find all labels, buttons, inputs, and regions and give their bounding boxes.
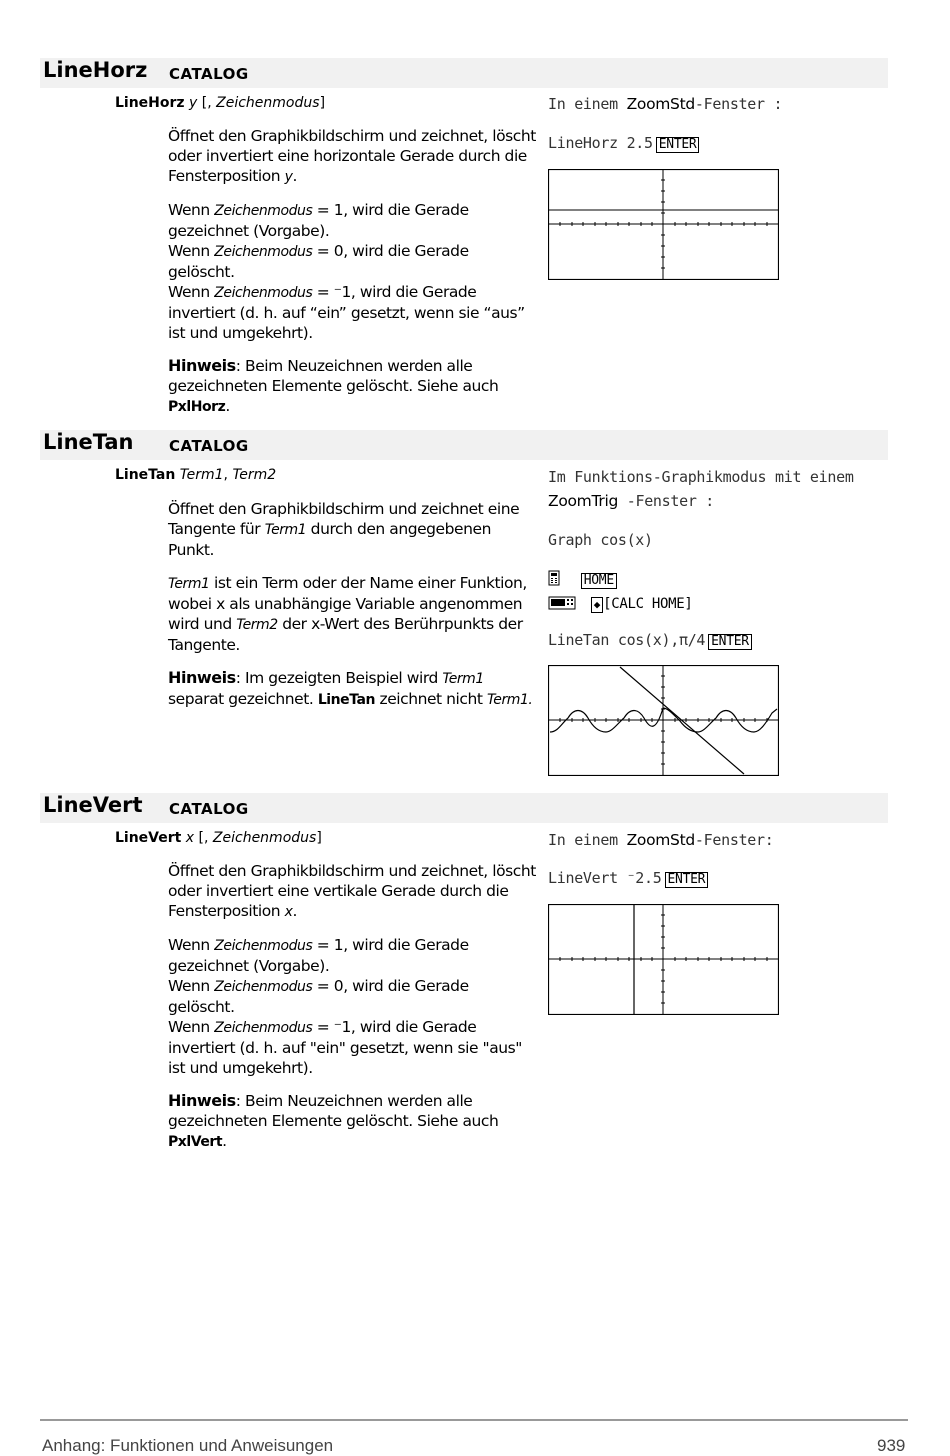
paragraph-note xyxy=(168,1091,536,1152)
text: . xyxy=(292,902,297,920)
example-intro xyxy=(548,831,774,849)
syntax-command: LineHorz xyxy=(115,95,185,111)
text: der x-Wert des Berührpunkts der Tangente. xyxy=(168,615,523,654)
syntax-sep: , xyxy=(223,467,233,483)
text: -Fenster: xyxy=(694,831,774,849)
var: Zeichenmodus xyxy=(214,244,313,260)
text: Wenn xyxy=(168,977,215,995)
paragraph xyxy=(168,573,536,655)
command-text: LineTan cos(x),π/4 xyxy=(548,631,706,649)
description xyxy=(168,126,536,430)
var: Term1 xyxy=(264,522,307,538)
command-text: LineVert ⁻2.5 xyxy=(548,869,662,887)
var: Term2 xyxy=(236,617,278,633)
text: = ⁻1, wird die Gerade invertiert (d. h. auf "ein" gesetzt, wenn sie "aus" ist und umgekehrt). xyxy=(168,1018,522,1077)
paragraph-modes xyxy=(168,200,536,343)
note-ref: PxlHorz xyxy=(168,399,226,415)
graph-screen xyxy=(548,665,779,776)
enter-key-icon: ENTER xyxy=(708,634,752,650)
command-text: LineHorz 2.5 xyxy=(548,134,653,152)
var: y xyxy=(284,169,293,185)
var: Term1 xyxy=(168,576,210,592)
syntax-line xyxy=(115,467,276,483)
text: = ⁻1, wird die Gerade invertiert (d. h. auf “ein” gesetzt, wenn sie “aus” ist und umgekehrt). xyxy=(168,283,525,342)
ti89-calculator-icon xyxy=(548,570,560,586)
enter-key-icon: ENTER xyxy=(665,872,709,888)
text: ZoomStd xyxy=(626,831,695,849)
example-command xyxy=(548,134,699,153)
var: x xyxy=(284,904,293,920)
syntax-command: LineTan xyxy=(115,467,176,483)
var: Zeichenmodus xyxy=(214,1020,313,1036)
example-intro xyxy=(548,95,782,113)
text: Wenn xyxy=(168,201,215,219)
text: Öffnet den Graphikbildschirm und zeichnet, löscht oder invertiert eine horizontale Gerade durch die Fensterposition xyxy=(168,127,536,185)
text: Öffnet den Graphikbildschirm und zeichnet eine Tangente für xyxy=(168,500,520,538)
text: Wenn xyxy=(168,283,215,301)
text: : Beim Neuzeichnen werden alle gezeichneten Elemente gelöscht. Siehe auch xyxy=(168,357,499,395)
note-ref: LineTan xyxy=(317,692,376,708)
section-header xyxy=(40,430,888,460)
syntax-close: ] xyxy=(316,830,322,846)
text: -Fenster : xyxy=(694,95,783,113)
description xyxy=(168,861,536,1165)
catalog-label: CATALOG xyxy=(169,65,249,83)
text: Öffnet den Graphikbildschirm und zeichnet, löscht oder invertiert eine vertikale Gerade durch die Fensterposition xyxy=(168,862,536,920)
voyage200-calculator-icon xyxy=(548,596,576,610)
syntax-opt: Zeichenmodus xyxy=(216,95,320,111)
syntax-command: LineVert xyxy=(115,830,182,846)
text: . xyxy=(292,167,297,185)
keys-ti89 xyxy=(548,570,617,589)
var: Zeichenmodus xyxy=(214,285,313,301)
example-command xyxy=(548,631,752,650)
text: Wenn xyxy=(168,242,215,260)
syntax-line xyxy=(115,95,325,111)
syntax-arg: Term2 xyxy=(232,467,277,483)
text: : Beim Neuzeichnen werden alle gezeichneten Elemente gelöscht. Siehe auch xyxy=(168,1092,499,1130)
var: Zeichenmodus xyxy=(214,203,313,219)
graph-screen xyxy=(548,169,779,280)
home-key-icon: HOME xyxy=(581,573,617,589)
text: . xyxy=(225,397,230,415)
example-graph: Graph cos(x) xyxy=(548,531,653,549)
syntax-arg: y xyxy=(189,95,198,111)
text: : Im gezeigten Beispiel wird xyxy=(235,669,443,687)
enter-key-icon: ENTER xyxy=(656,137,700,153)
catalog-label: CATALOG xyxy=(169,437,249,455)
text: zeichnet nicht xyxy=(375,690,487,708)
example-intro-2 xyxy=(548,492,714,510)
text: = 0, wird die Gerade gelöscht. xyxy=(168,242,469,281)
text: In einem xyxy=(548,95,627,113)
description xyxy=(168,499,536,723)
var: Term1. xyxy=(486,692,533,708)
text: Wenn xyxy=(168,936,215,954)
var: Zeichenmodus xyxy=(214,938,313,954)
text: . xyxy=(222,1132,227,1150)
syntax-line xyxy=(115,830,322,846)
text: ZoomTrig xyxy=(548,492,618,510)
text: = 1, wird die Gerade gezeichnet (Vorgabe). xyxy=(168,936,469,975)
diamond-key-icon: ◆ xyxy=(591,597,603,613)
syntax-arg: x xyxy=(185,830,195,846)
text: In einem xyxy=(548,831,627,849)
text: separat gezeichnet. xyxy=(168,690,318,708)
paragraph xyxy=(168,499,536,560)
syntax-close: ] xyxy=(319,95,326,111)
text: ist ein Term oder der Name einer Funktion, wobei x als unabhängige Variable angenommen wird und xyxy=(168,574,527,633)
note-label: Hinweis xyxy=(168,668,236,687)
note-label: Hinweis xyxy=(168,1091,236,1110)
keys-voyage xyxy=(548,594,692,613)
footer-divider xyxy=(40,1419,908,1421)
var: Term1 xyxy=(442,671,484,687)
section-title: LineTan xyxy=(43,430,134,454)
paragraph-note xyxy=(168,356,536,417)
footer-chapter: Anhang: Funktionen und Anweisungen xyxy=(42,1436,334,1455)
example-intro: Im Funktions-Graphikmodus mit einem xyxy=(548,468,854,486)
note-label: Hinweis xyxy=(168,356,236,375)
section-header xyxy=(40,793,888,823)
section-header xyxy=(40,58,888,88)
page-number: 939 xyxy=(877,1436,906,1455)
syntax-opt: Zeichenmodus xyxy=(212,830,317,846)
graph-screen xyxy=(548,904,779,1015)
paragraph xyxy=(168,861,536,922)
text: = 0, wird die Gerade gelöscht. xyxy=(168,977,469,1016)
example-command xyxy=(548,869,708,888)
note-ref: PxlVert xyxy=(168,1134,223,1150)
syntax-sep: [, xyxy=(197,95,217,111)
text: -Fenster : xyxy=(618,492,715,510)
syntax-sep: [, xyxy=(194,830,213,846)
text: durch den angegebenen Punkt. xyxy=(168,520,491,559)
paragraph xyxy=(168,126,536,187)
paragraph-modes xyxy=(168,935,536,1078)
paragraph-note xyxy=(168,668,536,710)
catalog-label: CATALOG xyxy=(169,800,249,818)
section-title: LineVert xyxy=(43,793,143,817)
text: Wenn xyxy=(168,1018,215,1036)
section-title: LineHorz xyxy=(43,58,148,82)
calc-home-label: [CALC HOME] xyxy=(603,596,693,612)
text: ZoomStd xyxy=(626,95,695,113)
var: Zeichenmodus xyxy=(214,979,313,995)
syntax-arg: Term1 xyxy=(179,467,224,483)
text: = 1, wird die Gerade gezeichnet (Vorgabe). xyxy=(168,201,469,240)
